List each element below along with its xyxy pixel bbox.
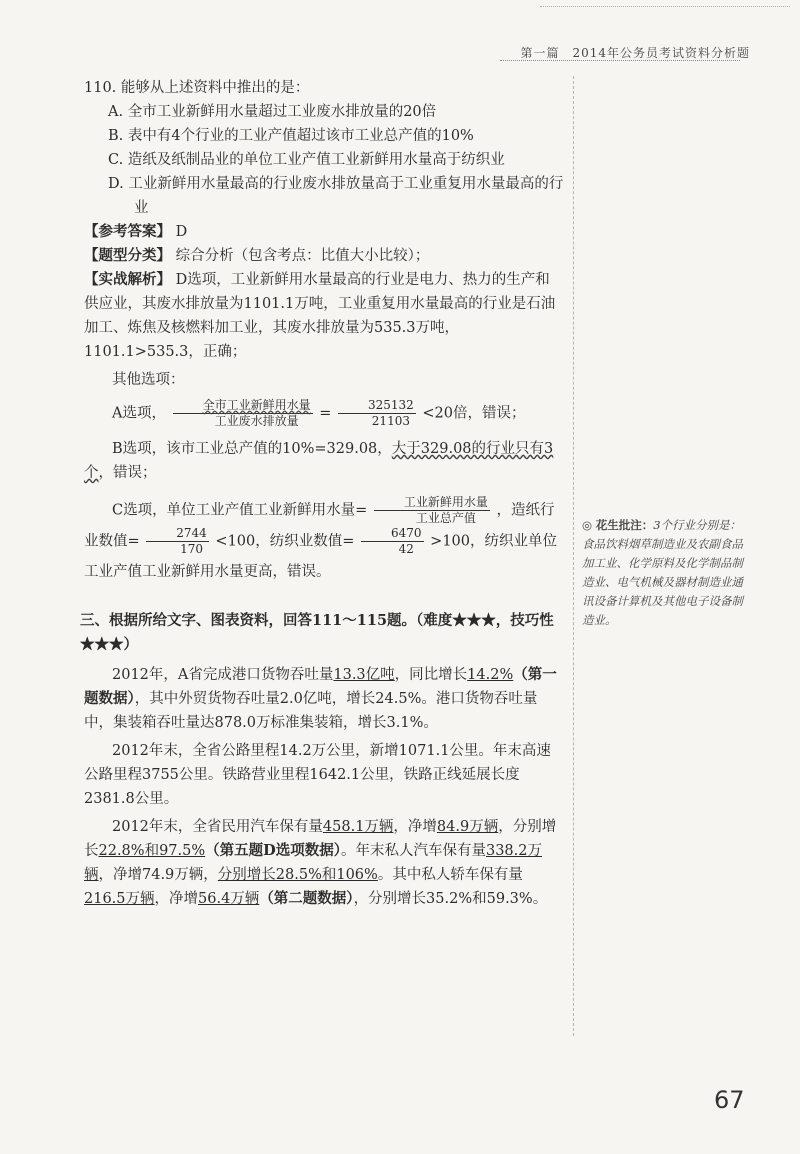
technique-stars: ★★★ <box>80 636 124 653</box>
answer-value: D <box>175 224 188 240</box>
option-a-explanation <box>84 398 564 429</box>
p3-note-2: （第二题数据） <box>259 890 354 907</box>
a-fraction-numerator: 全市工业新鲜用水量 <box>173 398 313 414</box>
c-formula-fraction <box>374 495 490 526</box>
p1-underline-1: 13.3亿吨 <box>333 667 395 683</box>
side-annotation <box>582 516 752 630</box>
question-stem: 110. 能够从上述资料中推出的是： <box>84 80 310 96</box>
p3-text-j: ，分别增长35.2%和59.3%。 <box>353 891 548 907</box>
a-prefix: A选项， <box>112 405 166 422</box>
c-value2-numerator: 6470 <box>361 526 424 542</box>
c-value1-fraction <box>146 526 209 557</box>
p1-text-b: ，同比增长 <box>394 667 468 683</box>
p3-text-c: ，分别增长 <box>84 819 557 859</box>
section-title: 三、根据所给文字、图表资料，回答111～115题。（难度 <box>80 612 453 629</box>
side-note-text: 3个行业分别是：食品饮料烟草制造业及农副食品加工业、化学原料及化学制品制造业、电气机械及器材制造业通讯设备计算机及其他电子设备制造业。 <box>582 518 743 627</box>
type-line <box>84 244 564 268</box>
c-mid2: <100，纺织业数值= <box>215 533 355 550</box>
c-value1-numerator: 2744 <box>146 526 209 542</box>
p3-underline-4: 338.2万辆 <box>84 843 542 883</box>
p3-note-1: （第五题D选项数据） <box>205 842 341 859</box>
other-options-title: 其他选项： <box>112 372 185 388</box>
option-b-explanation <box>84 437 564 485</box>
passage-paragraph-1 <box>84 663 564 735</box>
option-a: A. 全市工业新鲜用水量超过工业废水排放量的20倍 <box>108 104 437 120</box>
section-mid: ，技巧性 <box>495 612 554 629</box>
option-c-explanation <box>84 495 564 587</box>
analysis-text: D选项，工业新鲜用水量最高的行业是电力、热力的生产和供应业，其废水排放量为1101.1万吨，工业重复用水量最高的行业是石油加工、炼焦及核燃料加工业，其废水排放量为535.3万吨，1101.1>535.3，正确； <box>84 272 556 360</box>
type-value: 综合分析（包含考点：比值大小比较）； <box>175 248 430 264</box>
p3-underline-2: 84.9万辆 <box>436 819 499 835</box>
p1-text-a: 2012年，A省完成港口货物吞吐量 <box>112 667 334 683</box>
answer-label: 【参考答案】 <box>84 223 171 240</box>
main-column <box>80 76 564 911</box>
c-value2-denominator: 42 <box>398 542 414 556</box>
option-d: D. 工业新鲜用水量最高的行业废水排放量高于工业重复用水量最高的行业 <box>108 176 564 216</box>
c-value1-denominator: 170 <box>180 542 203 556</box>
p3-text-f: ，净增74.9万辆， <box>98 867 218 883</box>
p1-text-d: ，其中外贸货物吞吐量2.0亿吨，增长24.5%。港口货物吞吐量中，集装箱吞吐量达878.0万标准集装箱，增长3.1%。 <box>84 691 538 731</box>
a-suffix: <20倍，错误； <box>422 405 526 422</box>
c-prefix: C选项，单位工业产值工业新鲜用水量= <box>112 502 368 519</box>
c-fraction-denominator: 工业总产值 <box>415 511 476 525</box>
p3-text-g: 。其中私人轿车保有量 <box>377 867 523 883</box>
option-b: B. 表中有4个行业的工业产值超过该市工业总产值的10% <box>108 128 474 144</box>
p3-underline-3: 22.8%和97.5% <box>98 843 206 859</box>
type-label: 【题型分类】 <box>84 247 171 264</box>
side-note-label: 花生批注： <box>595 518 654 532</box>
p3-underline-7: 56.4万辆 <box>198 891 260 907</box>
p3-text-e: 。年末私人汽车保有量 <box>340 843 486 859</box>
c-fraction-numerator: 工业新鲜用水量 <box>374 495 490 511</box>
column-divider <box>573 76 574 1036</box>
running-header: 第一篇 2014年公务员考试资料分析题 <box>520 46 750 60</box>
c-mid: ，造纸行业数值= <box>84 502 555 550</box>
analysis-label: 【实战解析】 <box>84 271 171 288</box>
a-formula-fraction <box>173 398 313 429</box>
p3-text-a: 2012年末，全省民用汽车保有量 <box>112 819 323 835</box>
c-suffix: >100，纺织业单位工业产值工业新鲜用水量更高，错误。 <box>84 533 557 580</box>
annotation-icon: ◎ <box>582 518 593 532</box>
p3-text-h: ，净增 <box>154 891 199 907</box>
b-underlined: 大于329.08的行业只有3个 <box>84 441 554 481</box>
p3-underline-6: 216.5万辆 <box>84 891 155 907</box>
c-value2-fraction <box>361 526 424 557</box>
p3-underline-1: 458.1万辆 <box>322 819 394 835</box>
a-equals: = <box>319 405 332 422</box>
p3-underline-5: 分别增长28.5%和106% <box>217 867 378 883</box>
header-rule <box>540 6 790 7</box>
page-number: 67 <box>714 1086 745 1114</box>
p3-text-b: ，净增 <box>393 819 437 835</box>
answer-line <box>84 220 564 244</box>
p1-underline-2: 14.2% <box>467 667 514 683</box>
option-c: C. 造纸及纸制品业的单位工业产值工业新鲜用水量高于纺织业 <box>108 152 505 168</box>
p1-note: （第一题数据） <box>84 666 557 707</box>
a-value-numerator: 325132 <box>338 398 416 414</box>
section-end: ） <box>123 636 138 653</box>
header-dotted-rule <box>500 60 740 61</box>
b-suffix: ，错误； <box>98 465 157 481</box>
passage-paragraph-3 <box>84 815 564 911</box>
a-value-fraction <box>338 398 416 429</box>
a-fraction-denominator: 工业废水排放量 <box>214 414 299 428</box>
section-heading <box>80 609 564 657</box>
a-value-denominator: 21103 <box>371 414 410 428</box>
passage-paragraph-2: 2012年末，全省公路里程14.2万公里，新增1071.1公里。年末高速公路里程3755公里。铁路营业里程1642.1公里，铁路正线延展长度2381.8公里。 <box>84 743 551 807</box>
analysis-line <box>84 268 564 364</box>
b-prefix: B选项，该市工业总产值的10%=329.08， <box>112 441 392 457</box>
difficulty-stars: ★★★ <box>452 612 496 629</box>
